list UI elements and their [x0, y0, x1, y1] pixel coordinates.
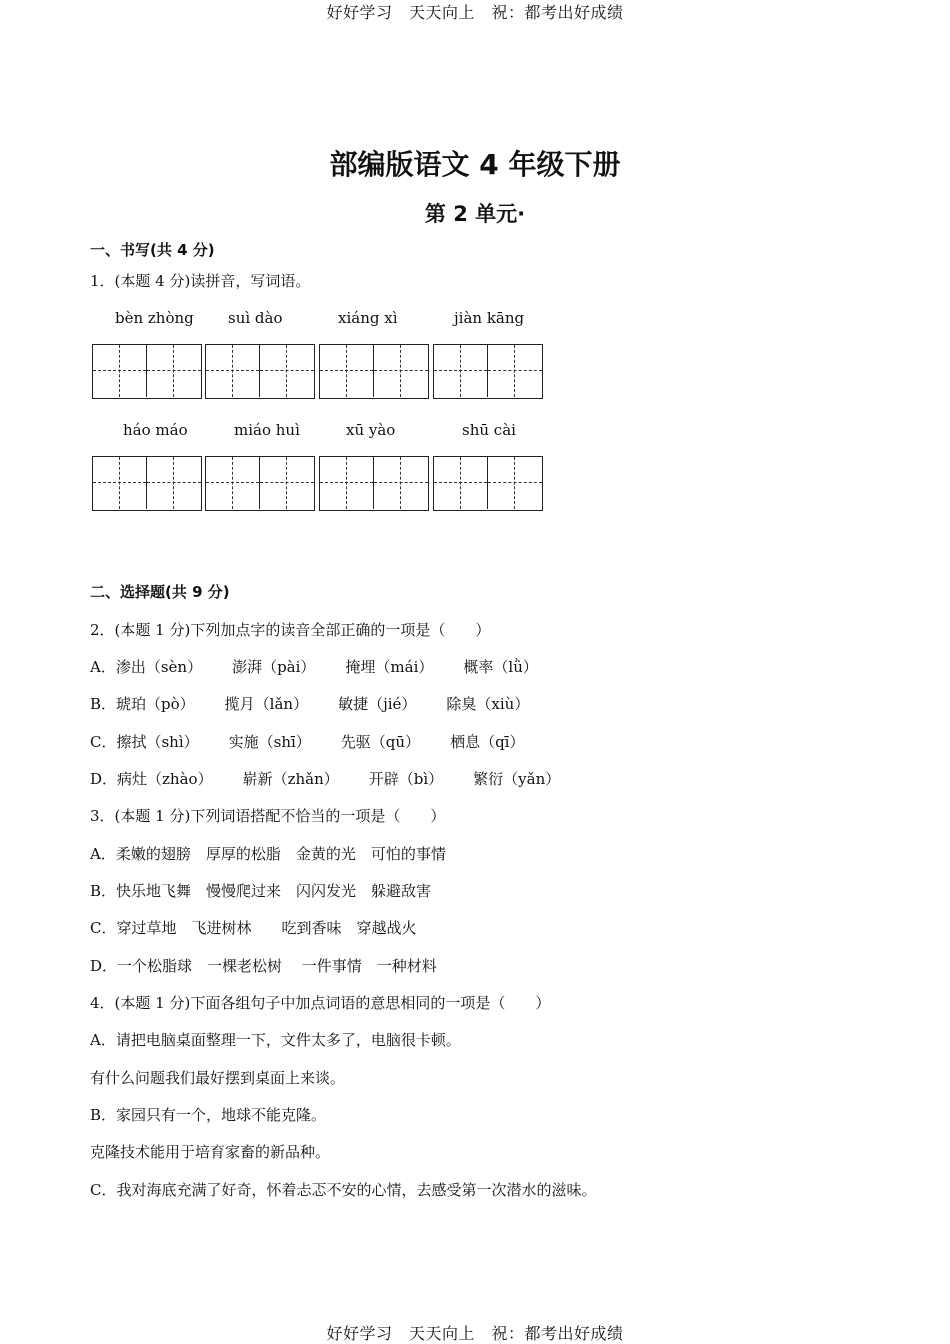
page-footer: 好好学习 天天向上 祝：都考出好成绩	[326, 1324, 624, 1343]
question-2-option-b[interactable]: B．琥珀（pò） 揽月（lǎn） 敏捷（jié） 除臭（xiù）	[90, 695, 530, 713]
pinyin-label: shū cài	[462, 421, 516, 439]
question-3-option-c[interactable]: C．穿过草地 飞进树林 吃到香味 穿越战火	[90, 919, 417, 937]
writing-box[interactable]	[205, 456, 315, 511]
question-4-option-b-sentence-1[interactable]: B．家园只有一个，地球不能克隆。	[90, 1106, 327, 1124]
pinyin-label: suì dào	[228, 309, 283, 327]
question-4-option-b-sentence-2: 克隆技术能用于培育家畜的新品种。	[90, 1143, 331, 1161]
writing-box[interactable]	[92, 456, 202, 511]
writing-box[interactable]	[92, 344, 202, 399]
question-4-option-a-sentence-2: 有什么问题我们最好摆到桌面上来谈。	[90, 1069, 346, 1087]
writing-box[interactable]	[433, 456, 543, 511]
pinyin-label: xiáng xì	[338, 309, 398, 327]
question-2-option-d[interactable]: D．病灶（zhào） 崭新（zhǎn） 开辟（bì） 繁衍（yǎn）	[90, 770, 561, 788]
question-2-stem: 2．(本题 1 分)下列加点字的读音全部正确的一项是（ ）	[90, 621, 491, 639]
question-3-option-a[interactable]: A．柔嫩的翅膀 厚厚的松脂 金黄的光 可怕的事情	[90, 845, 446, 863]
pinyin-label: háo máo	[123, 421, 188, 439]
page-header: 好好学习 天天向上 祝：都考出好成绩	[326, 3, 624, 22]
section-heading-writing: 一、书写(共 4 分)	[90, 241, 215, 259]
question-1-stem: 1．(本题 4 分)读拼音，写词语。	[90, 272, 311, 290]
question-3-stem: 3．(本题 1 分)下列词语搭配不恰当的一项是（ ）	[90, 807, 446, 825]
writing-box[interactable]	[205, 344, 315, 399]
question-4-stem: 4．(本题 1 分)下面各组句子中加点词语的意思相同的一项是（ ）	[90, 994, 551, 1012]
question-4-option-c-sentence-1[interactable]: C．我对海底充满了好奇，怀着忐忑不安的心情，去感受第一次潜水的滋味。	[90, 1181, 597, 1199]
section-heading-choice: 二、选择题(共 9 分)	[90, 583, 230, 601]
writing-box[interactable]	[319, 344, 429, 399]
writing-box[interactable]	[433, 344, 543, 399]
question-2-option-c[interactable]: C．擦拭（shì） 实施（shī） 先驱（qū） 栖息（qī）	[90, 733, 525, 751]
pinyin-label: xū yào	[346, 421, 396, 439]
pinyin-label: jiàn kāng	[454, 309, 525, 327]
question-2-option-a[interactable]: A．渗出（sèn） 澎湃（pài） 掩埋（mái） 概率（lǜ）	[90, 658, 538, 676]
question-3-option-b[interactable]: B．快乐地飞舞 慢慢爬过来 闪闪发光 躲避敌害	[90, 882, 432, 900]
pinyin-label: miáo huì	[234, 421, 300, 439]
question-4-option-a-sentence-1[interactable]: A．请把电脑桌面整理一下，文件太多了，电脑很卡顿。	[90, 1031, 461, 1049]
writing-box[interactable]	[319, 456, 429, 511]
document-subtitle: 第 2 单元·	[424, 202, 526, 226]
question-3-option-d[interactable]: D．一个松脂球 一棵老松树 一件事情 一种材料	[90, 957, 437, 975]
pinyin-label: bèn zhòng	[115, 309, 194, 327]
document-title: 部编版语文 4 年级下册	[329, 148, 621, 181]
